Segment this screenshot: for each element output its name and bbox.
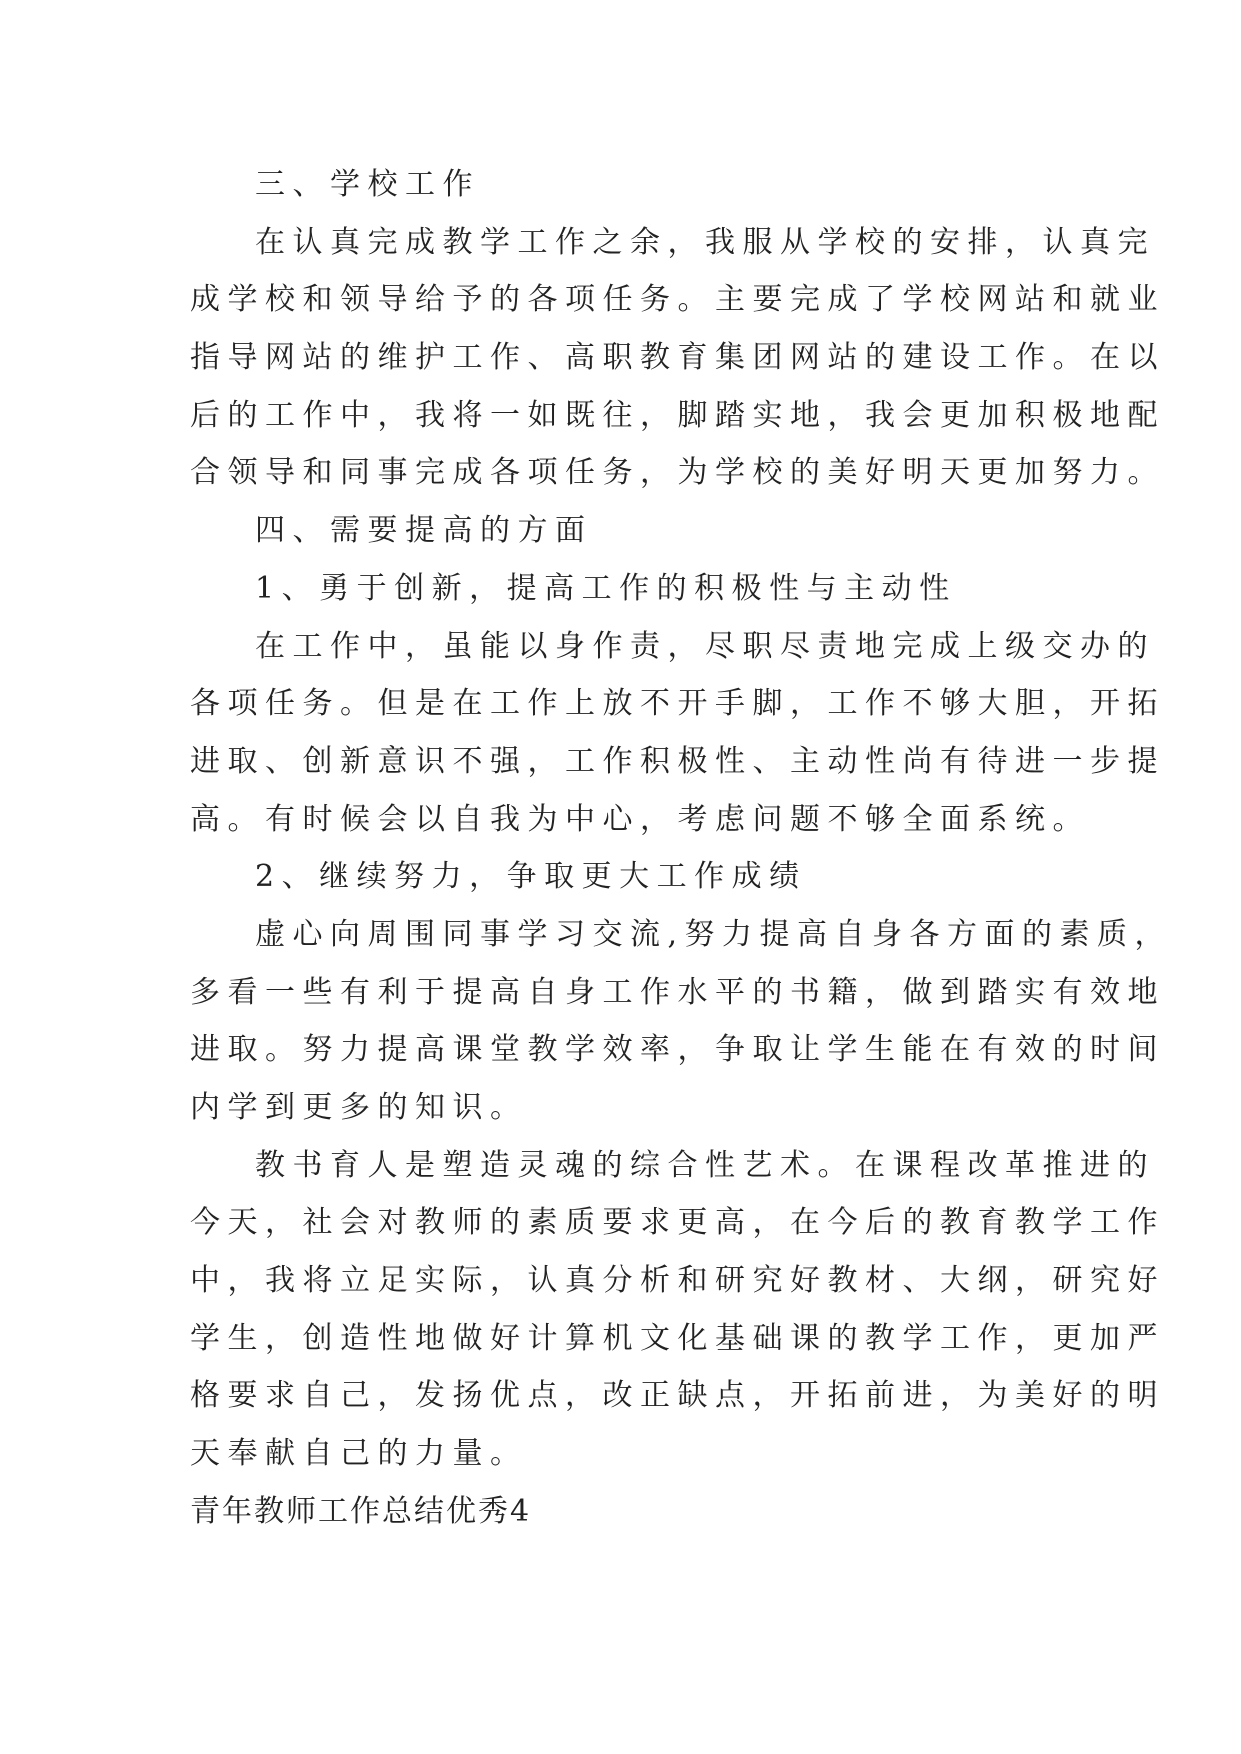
paragraph-line: 指导网站的维护工作、高职教育集团网站的建设工作。在以 xyxy=(190,340,1165,376)
paragraph-line: 合领导和同事完成各项任务，为学校的美好明天更加努力。 xyxy=(190,455,1165,491)
paragraph-line: 进取。努力提高课堂教学效率，争取让学生能在有效的时间 xyxy=(190,1032,1165,1068)
paragraph-line: 中，我将立足实际，认真分析和研究好教材、大纲，研究好 xyxy=(190,1263,1165,1299)
heading-improvements: 四、需要提高的方面 xyxy=(255,513,593,549)
paragraph-line: 学生，创造性地做好计算机文化基础课的教学工作，更加严 xyxy=(190,1320,1165,1356)
section-title: 青年教师工作总结优秀4 xyxy=(190,1493,532,1529)
paragraph-line: 虚心向周围同事学习交流,努力提高自身各方面的素质， xyxy=(255,916,1173,952)
paragraph-line: 进取、创新意识不强，工作积极性、主动性尚有待进一步提 xyxy=(190,743,1165,779)
paragraph-line: 成学校和领导给予的各项任务。主要完成了学校网站和就业 xyxy=(190,282,1165,318)
paragraph-line: 在认真完成教学工作之余，我服从学校的安排，认真完 xyxy=(255,224,1155,260)
paragraph-line: 格要求自己，发扬优点，改正缺点，开拓前进，为美好的明 xyxy=(190,1378,1165,1414)
paragraph-line: 后的工作中，我将一如既往，脚踏实地，我会更加积极地配 xyxy=(190,397,1165,433)
paragraph-line: 天奉献自己的力量。 xyxy=(190,1436,528,1472)
paragraph-line: 在工作中，虽能以身作责，尽职尽责地完成上级交办的 xyxy=(255,628,1155,664)
paragraph-line: 今天，社会对教师的素质要求更高，在今后的教育教学工作 xyxy=(190,1205,1165,1241)
subheading-continue-effort: 2、继续努力，争取更大工作成绩 xyxy=(255,859,807,895)
paragraph-line: 多看一些有利于提高自身工作水平的书籍，做到踏实有效地 xyxy=(190,974,1165,1010)
paragraph-line: 教书育人是塑造灵魂的综合性艺术。在课程改革推进的 xyxy=(255,1147,1155,1183)
heading-school-work: 三、学校工作 xyxy=(255,167,480,202)
paragraph-line: 内学到更多的知识。 xyxy=(190,1090,528,1125)
paragraph-line: 高。有时候会以自我为中心，考虑问题不够全面系统。 xyxy=(190,801,1090,837)
document-body xyxy=(190,156,1173,1541)
paragraph-line: 各项任务。但是在工作上放不开手脚，工作不够大胆，开拓 xyxy=(190,686,1165,722)
subheading-innovation: 1、勇于创新，提高工作的积极性与主动性 xyxy=(255,570,957,606)
